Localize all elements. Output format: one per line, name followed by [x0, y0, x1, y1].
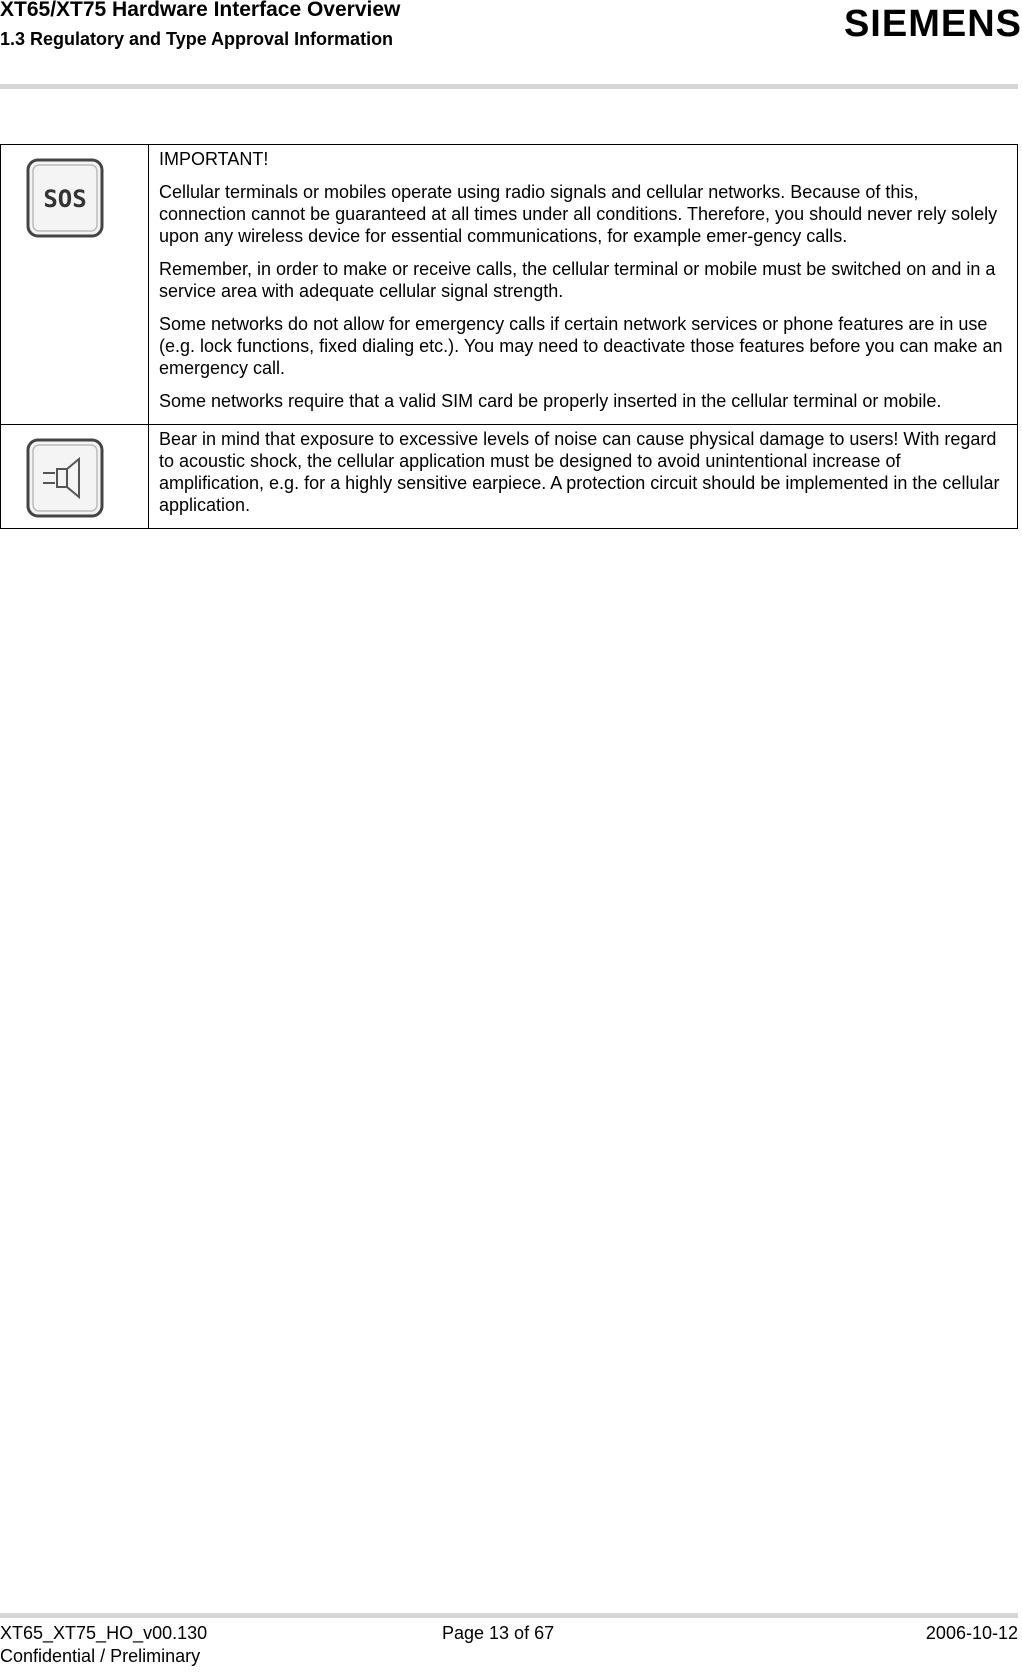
siemens-logo — [832, 2, 1022, 42]
notice-paragraph: Remember, in order to make or receive calls, the cellular terminal or mobile must be switched on and in a service area with adequate cellular signal strength. — [159, 259, 996, 301]
table-row — [1, 425, 1018, 529]
footer-confidentiality: Confidential / Preliminary — [0, 1646, 201, 1666]
section-title: 1.3 Regulatory and Type Approval Information — [0, 29, 394, 49]
icon-cell — [1, 145, 149, 425]
speaker-icon — [25, 437, 107, 519]
notice-text-cell — [149, 145, 1018, 425]
notice-paragraph: Bear in mind that exposure to excessive levels of noise can cause physical damage to users! With regard to acoustic shock, the cellular application must be designed to avoid unintentional increase of amplification, e.g. for a highly sensitive earpiece. A protection circuit should be implemented in the cellular application. — [159, 429, 1000, 515]
sos-icon — [25, 157, 107, 239]
header-rule — [0, 84, 1018, 89]
footer-page-number: Page 13 of 67 — [442, 1623, 555, 1643]
footer-date: 2006-10-12 — [925, 1623, 1018, 1643]
sos-icon-label: SOS — [43, 185, 87, 213]
document-title: XT65/XT75 Hardware Interface Overview — [0, 0, 401, 21]
notice-paragraph: Cellular terminals or mobiles operate using radio signals and cellular networks. Because of this, connection cannot be guaranteed at all times under all conditions. Therefore, you should never rely solely upon any wireless device for essential communications, for example emer-gency calls. — [159, 182, 998, 246]
logo-text: SIEMENS — [843, 3, 1022, 42]
notice-paragraph: Some networks require that a valid SIM card be properly inserted in the cellular terminal or mobile. — [159, 391, 942, 411]
footer-rule — [0, 1613, 1018, 1618]
icon-cell — [1, 425, 149, 529]
table-row — [1, 145, 1018, 425]
notice-text-cell — [149, 425, 1018, 529]
notice-heading: IMPORTANT! — [159, 149, 269, 169]
footer-doc-id: XT65_XT75_HO_v00.130 — [0, 1623, 208, 1643]
safety-notice-table — [0, 144, 1018, 529]
notice-paragraph: Some networks do not allow for emergency calls if certain network services or phone features are in use (e.g. lock functions, fixed dialing etc.). You may need to deactivate those features before you can make an emergency call. — [159, 314, 1003, 378]
